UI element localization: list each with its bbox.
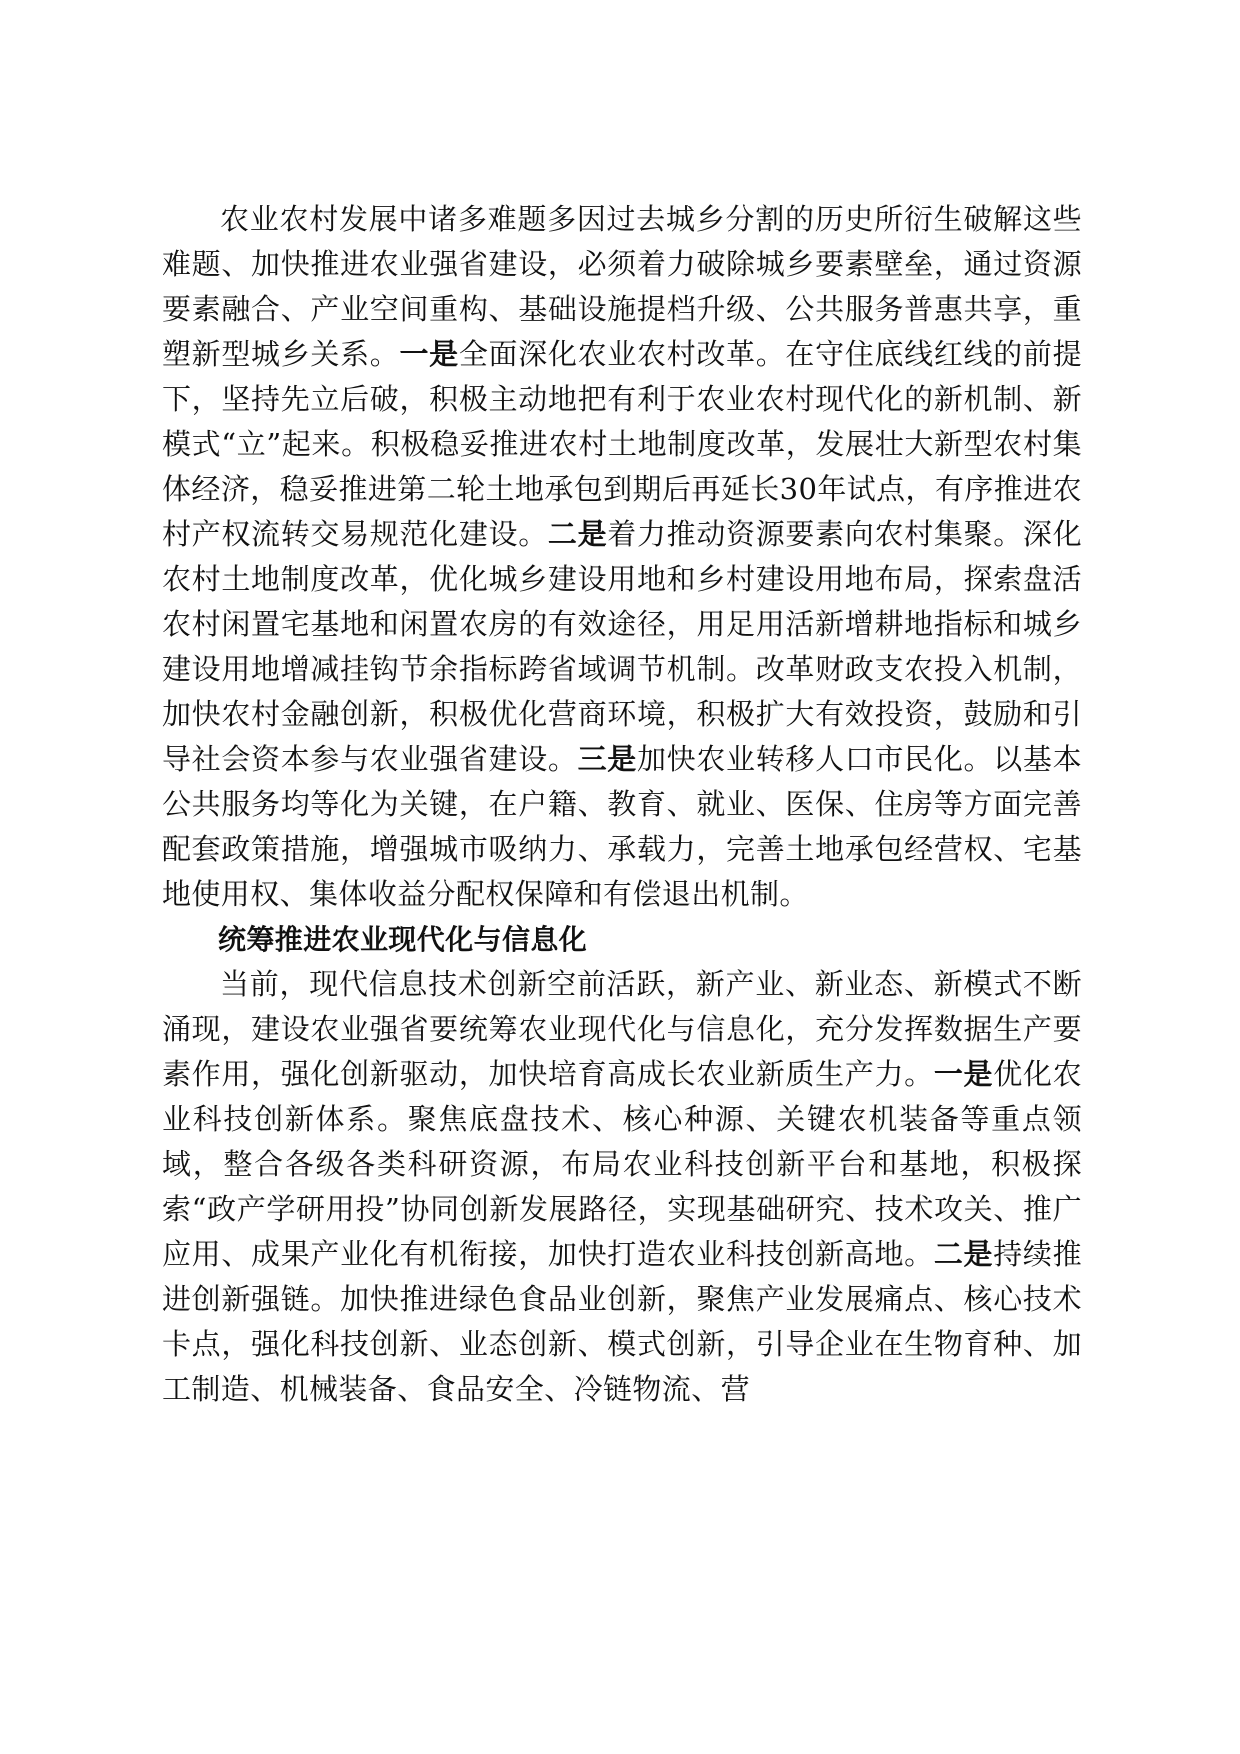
paragraph-intro: 农业农村发展中诸多难题多因过去城乡分割的历史所衍生破解这些难题、加快推进农业强省建设，必须着力破除城乡要素壁垒，通过资源要素融合、产业空间重构、基础设施提档升级、公共服务普惠共享，重塑新型城乡关系。: [162, 202, 1082, 371]
paragraph-informatization: [162, 962, 1082, 1412]
point-marker-1: 一是: [399, 337, 459, 371]
paragraph-urban-rural: [162, 197, 1082, 917]
point-marker-2: 二是: [933, 1237, 994, 1271]
point-marker-1: 一是: [933, 1057, 994, 1091]
point-text-1: 优化农业科技创新体系。聚焦底盘技术、核心种源、关键农机装备等重点领域，整合各级各类科研资源，布局农业科技创新平台和基地，积极探索“政产学研用投”协同创新发展路径，实现基础研究、技术攻关、推广应用、成果产业化有机衔接，加快打造农业科技创新高地。: [162, 1057, 1082, 1271]
point-marker-3: 三是: [577, 742, 637, 776]
document-page: [162, 197, 1082, 1412]
point-text-3: 加快农业转移人口市民化。以基本公共服务均等化为关键，在户籍、教育、就业、医保、住房等方面完善配套政策措施，增强城市吸纳力、承载力，完善土地承包经营权、宅基地使用权、集体收益分配权保障和有偿退出机制。: [162, 742, 1082, 911]
point-text-2: 着力推动资源要素向农村集聚。深化农村土地制度改革，优化城乡建设用地和乡村建设用地布局，探索盘活农村闲置宅基地和闲置农房的有效途径，用足用活新增耕地指标和城乡建设用地增减挂钩节余指标跨省域调节机制。改革财政支农投入机制，加快农村金融创新，积极优化营商环境，积极扩大有效投资，鼓励和引导社会资本参与农业强省建设。: [162, 517, 1082, 776]
point-marker-2: 二是: [547, 517, 608, 551]
point-text-2: 持续推进创新强链。加快推进绿色食品业创新，聚焦产业发展痛点、核心技术卡点，强化科技创新、业态创新、模式创新，引导企业在生物育种、加工制造、机械装备、食品安全、冷链物流、营: [162, 1237, 1082, 1406]
paragraph-intro: 当前，现代信息技术创新空前活跃，新产业、新业态、新模式不断涌现，建设农业强省要统筹农业现代化与信息化，充分发挥数据生产要素作用，强化创新驱动，加快培育高成长农业新质生产力。: [162, 967, 1082, 1091]
point-text-1: 全面深化农业农村改革。在守住底线红线的前提下，坚持先立后破，积极主动地把有利于农业农村现代化的新机制、新模式“立”起来。积极稳妥推进农村土地制度改革，发展壮大新型农村集体经济，稳妥推进第二轮土地承包到期后再延长30年试点，有序推进农村产权流转交易规范化建设。: [162, 337, 1082, 551]
section-heading: 统筹推进农业现代化与信息化: [218, 923, 588, 956]
